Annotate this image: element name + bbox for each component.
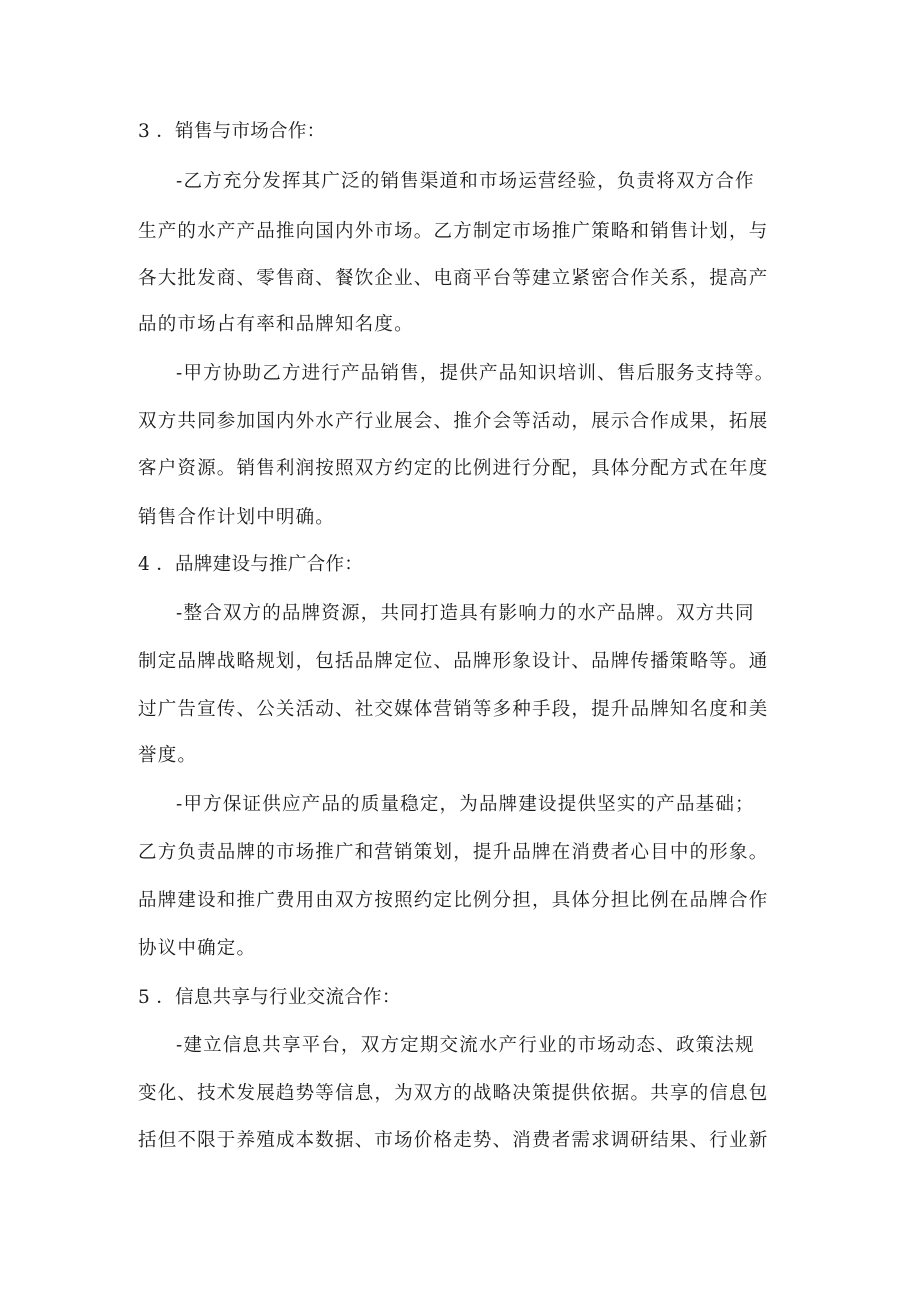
section-3-heading: 3 ．销售与市场合作：	[138, 121, 326, 142]
section-3-para-2-line-3: 客户资源。销售利润按照双方约定的比例进行分配，具体分配方式在年度	[138, 458, 769, 479]
section-5-heading: 5 ．信息共享与行业交流合作：	[138, 987, 401, 1008]
section-4-para-1-line-4: 誉度。	[138, 745, 198, 766]
section-3-para-2-line-4: 销售合作计划中明确。	[138, 507, 336, 528]
section-3-para-2-line-1: -甲方协助乙方进行产品销售，提供产品知识培训、售后服务支持等。	[176, 363, 775, 384]
section-3-para-1-line-4: 品的市场占有率和品牌知名度。	[138, 314, 414, 335]
section-3-para-1-line-3: 各大批发商、零售商、餐饮企业、电商平台等建立紧密合作关系，提高产	[138, 268, 769, 289]
section-4-heading: 4 ．品牌建设与推广合作：	[138, 554, 364, 575]
section-4-para-1-line-3: 过广告宣传、公关活动、社交媒体营销等多种手段，提升品牌知名度和美	[138, 699, 769, 720]
section-4-para-2-line-4: 协议中确定。	[138, 938, 257, 959]
section-3-para-1-line-2: 生产的水产产品推向国内外市场。乙方制定市场推广策略和销售计划，与	[138, 221, 769, 242]
section-5-para-1-line-3: 括但不限于养殖成本数据、市场价格走势、消费者需求调研结果、行业新	[138, 1130, 769, 1151]
section-4-para-1-line-1: -整合双方的品牌资源，共同打造具有影响力的水产品牌。双方共同	[176, 603, 755, 624]
section-4-para-2-line-1: -甲方保证供应产品的质量稳定，为品牌建设提供坚实的产品基础；	[176, 794, 755, 815]
section-5-para-1-line-2: 变化、技术发展趋势等信息，为双方的战略决策提供依据。共享的信息包	[138, 1083, 769, 1104]
section-4-para-2-line-3: 品牌建设和推广费用由双方按照约定比例分担，具体分担比例在品牌合作	[138, 890, 769, 911]
section-5-para-1-line-1: -建立信息共享平台，双方定期交流水产行业的市场动态、政策法规	[176, 1035, 755, 1056]
section-4-para-1-line-2: 制定品牌战略规划，包括品牌定位、品牌形象设计、品牌传播策略等。通	[138, 651, 769, 672]
section-3-para-1-line-1: -乙方充分发挥其广泛的销售渠道和市场运营经验，负责将双方合作	[176, 171, 755, 192]
section-3-para-2-line-2: 双方共同参加国内外水产行业展会、推介会等活动，展示合作成果，拓展	[138, 411, 769, 432]
section-4-para-2-line-2: 乙方负责品牌的市场推广和营销策划，提升品牌在消费者心目中的形象。	[138, 842, 769, 863]
